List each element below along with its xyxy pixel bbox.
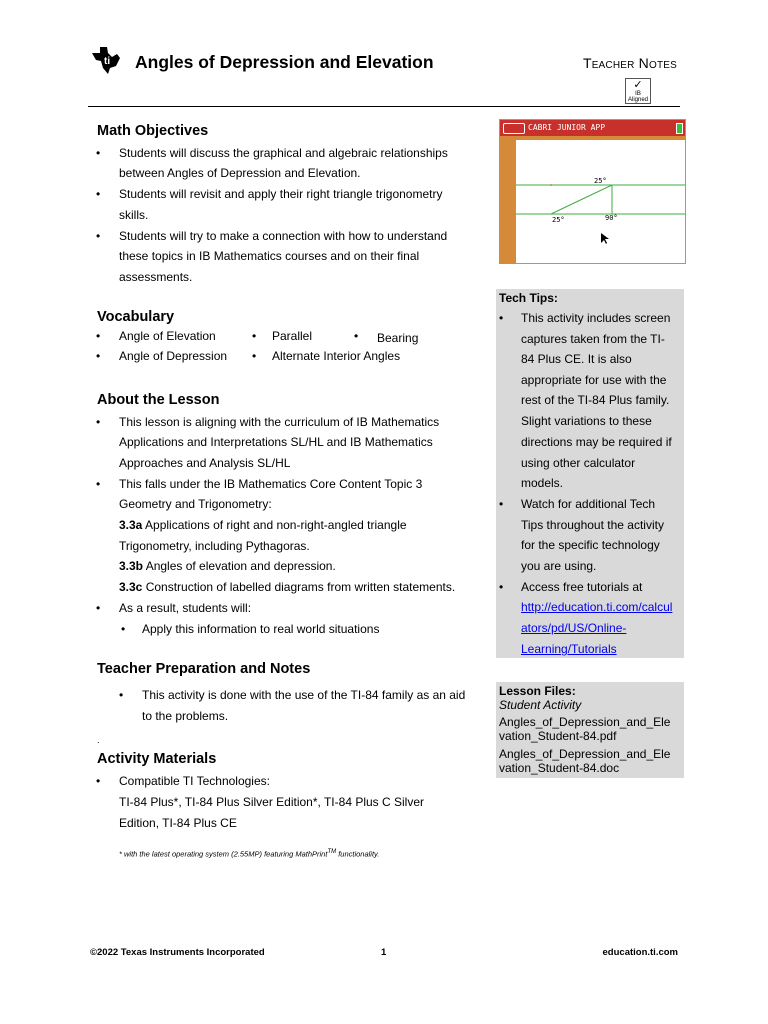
bullet-dot: •	[96, 477, 101, 491]
ib-aligned-badge	[625, 78, 651, 104]
bullet-dot: •	[252, 349, 257, 363]
tip-line: for the specific technology	[521, 538, 660, 552]
about-lesson-heading: About the Lesson	[97, 392, 220, 408]
tip-line: directions may be required if	[521, 435, 672, 449]
bullet-dot: •	[96, 146, 101, 160]
tech-tips-box	[496, 289, 684, 658]
prep-line: This activity is done with the use of the TI-84 family as an aid	[142, 688, 466, 702]
prep-line: to the problems.	[142, 709, 229, 723]
bullet-dot: •	[499, 497, 504, 511]
hypotenuse-line	[551, 185, 612, 214]
os-footnote: * with the latest operating system (2.55MP) featuring MathPrint™ functionality.	[119, 849, 380, 859]
calculator-screenshot	[499, 119, 686, 264]
document-title: Angles of Depression and Elevation	[135, 52, 434, 72]
bullet-dot: •	[96, 349, 101, 363]
objective-line: Students will revisit and apply their right triangle trigonometry	[119, 187, 443, 201]
materials-line: Edition, TI-84 Plus CE	[119, 816, 237, 830]
bullet-dot: •	[499, 311, 504, 325]
ib-badge-line2: Aligned	[627, 97, 648, 103]
point-marker	[550, 184, 552, 186]
bullet-dot: •	[96, 774, 101, 788]
bullet-dot: •	[96, 187, 101, 201]
topic-3-3b: 3.3b Angles of elevation and depression.	[119, 559, 336, 573]
tip-line: rest of the TI-84 Plus family.	[521, 393, 670, 407]
footer-website: education.ti.com	[602, 947, 678, 958]
about-line: This falls under the IB Mathematics Core Content Topic 3	[119, 477, 423, 491]
file-name-line[interactable]: Angles_of_Depression_and_Ele	[499, 747, 671, 761]
file-name-line[interactable]: Angles_of_Depression_and_Ele	[499, 715, 671, 729]
tip-line: captures taken from the TI-	[521, 332, 665, 346]
angle-label-top: 25°	[594, 177, 607, 185]
calculator-status-bar	[500, 120, 685, 136]
bullet-dot: •	[96, 601, 101, 615]
activity-materials-heading: Activity Materials	[97, 751, 217, 767]
materials-line: TI-84 Plus*, TI-84 Plus Silver Edition*, TI-84 Plus C Silver	[119, 795, 425, 809]
footer-copyright: ©2022 Texas Instruments Incorporated	[90, 947, 265, 958]
checkmark-icon: ✓	[633, 79, 643, 91]
bullet-dot: •	[499, 580, 504, 594]
tip-line: appropriate for use with the	[521, 373, 667, 387]
about-line: As a result, students will:	[119, 601, 252, 615]
vocab-term: Angle of Depression	[119, 349, 228, 363]
about-line: Approaches and Analysis SL/HL	[119, 456, 291, 470]
header-rule	[88, 106, 680, 107]
tip-line: Access free tutorials at	[521, 580, 643, 594]
svg-text:ti: ti	[104, 56, 111, 67]
objective-line: assessments.	[119, 270, 193, 284]
tip-line: using other calculator	[521, 456, 636, 470]
objective-line: Students will discuss the graphical and algebraic relationships	[119, 146, 448, 160]
lesson-files-heading: Lesson Files:	[499, 684, 576, 698]
tip-line: Watch for additional Tech	[521, 497, 656, 511]
tutorials-link[interactable]: Learning/Tutorials	[521, 642, 617, 656]
teacher-prep-heading: Teacher Preparation and Notes	[97, 661, 311, 677]
lesson-files-box	[496, 682, 684, 778]
objective-line: Students will try to make a connection with how to understand	[119, 229, 448, 243]
bullet-dot: •	[96, 329, 101, 343]
tutorials-link[interactable]: http://education.ti.com/calcul	[521, 600, 673, 614]
file-name-line[interactable]: vation_Student-84.doc	[499, 761, 620, 775]
geometry-screen	[516, 140, 685, 263]
vocabulary-heading: Vocabulary	[97, 309, 175, 325]
bullet-dot: •	[96, 229, 101, 243]
footer-page-number: 1	[381, 947, 387, 958]
tutorials-link[interactable]: ators/pd/US/Online-	[521, 621, 627, 635]
about-line: Applications and Interpretations SL/HL and IB Mathematics	[119, 435, 433, 449]
mode-indicator-icon	[503, 123, 525, 134]
bullet-dot: •	[96, 415, 101, 429]
about-line: Apply this information to real world situations	[142, 622, 380, 636]
teacher-notes-label: Teacher Notes	[582, 55, 677, 71]
calculator-app-title: CABRI JUNIOR APP	[528, 123, 606, 132]
vocab-term: Parallel	[272, 329, 313, 343]
tip-line: models.	[521, 476, 564, 490]
triangle-diagram	[516, 140, 685, 263]
tip-line: Slight variations to these	[521, 414, 652, 428]
objective-line: between Angles of Depression and Elevation.	[119, 166, 361, 180]
topic-3-3a: 3.3a Applications of right and non-right-angled triangle	[119, 518, 407, 532]
bullet-dot: •	[119, 688, 124, 702]
angle-label-bottom-left: 25°	[552, 216, 565, 224]
cursor-arrow-icon	[601, 233, 609, 244]
math-objectives-heading: Math Objectives	[97, 123, 209, 139]
file-name-line[interactable]: vation_Student-84.pdf	[499, 729, 617, 743]
about-line: This lesson is aligning with the curriculum of IB Mathematics	[119, 415, 440, 429]
objective-line: skills.	[119, 208, 149, 222]
student-activity-label: Student Activity	[499, 698, 582, 712]
tip-line: you are using.	[521, 559, 597, 573]
ti-logo	[90, 44, 122, 76]
bullet-dot: •	[252, 329, 257, 343]
bullet-dot: •	[121, 622, 126, 636]
objective-line: these topics in IB Mathematics courses and on their final	[119, 249, 420, 263]
about-line: Trigonometry, including Pythagoras.	[119, 539, 310, 553]
ib-badge-line1: IB	[635, 91, 641, 97]
tip-line: 84 Plus CE. It is also	[521, 352, 632, 366]
bullet-dot: •	[354, 329, 359, 343]
vocab-term: Bearing	[377, 331, 419, 345]
calculator-frame	[500, 136, 685, 263]
battery-icon	[676, 123, 683, 134]
stray-dot: .	[97, 735, 100, 745]
materials-line: Compatible TI Technologies:	[119, 774, 270, 788]
vocab-term: Alternate Interior Angles	[272, 349, 401, 363]
angle-label-right: 90°	[605, 214, 618, 222]
topic-3-3c: 3.3c Construction of labelled diagrams from written statements.	[119, 580, 456, 594]
tip-line: This activity includes screen	[521, 311, 671, 325]
about-line: Geometry and Trigonometry:	[119, 497, 272, 511]
vocab-term: Angle of Elevation	[119, 329, 216, 343]
tech-tips-heading: Tech Tips:	[499, 291, 558, 305]
tip-line: Tips throughout the activity	[521, 518, 664, 532]
